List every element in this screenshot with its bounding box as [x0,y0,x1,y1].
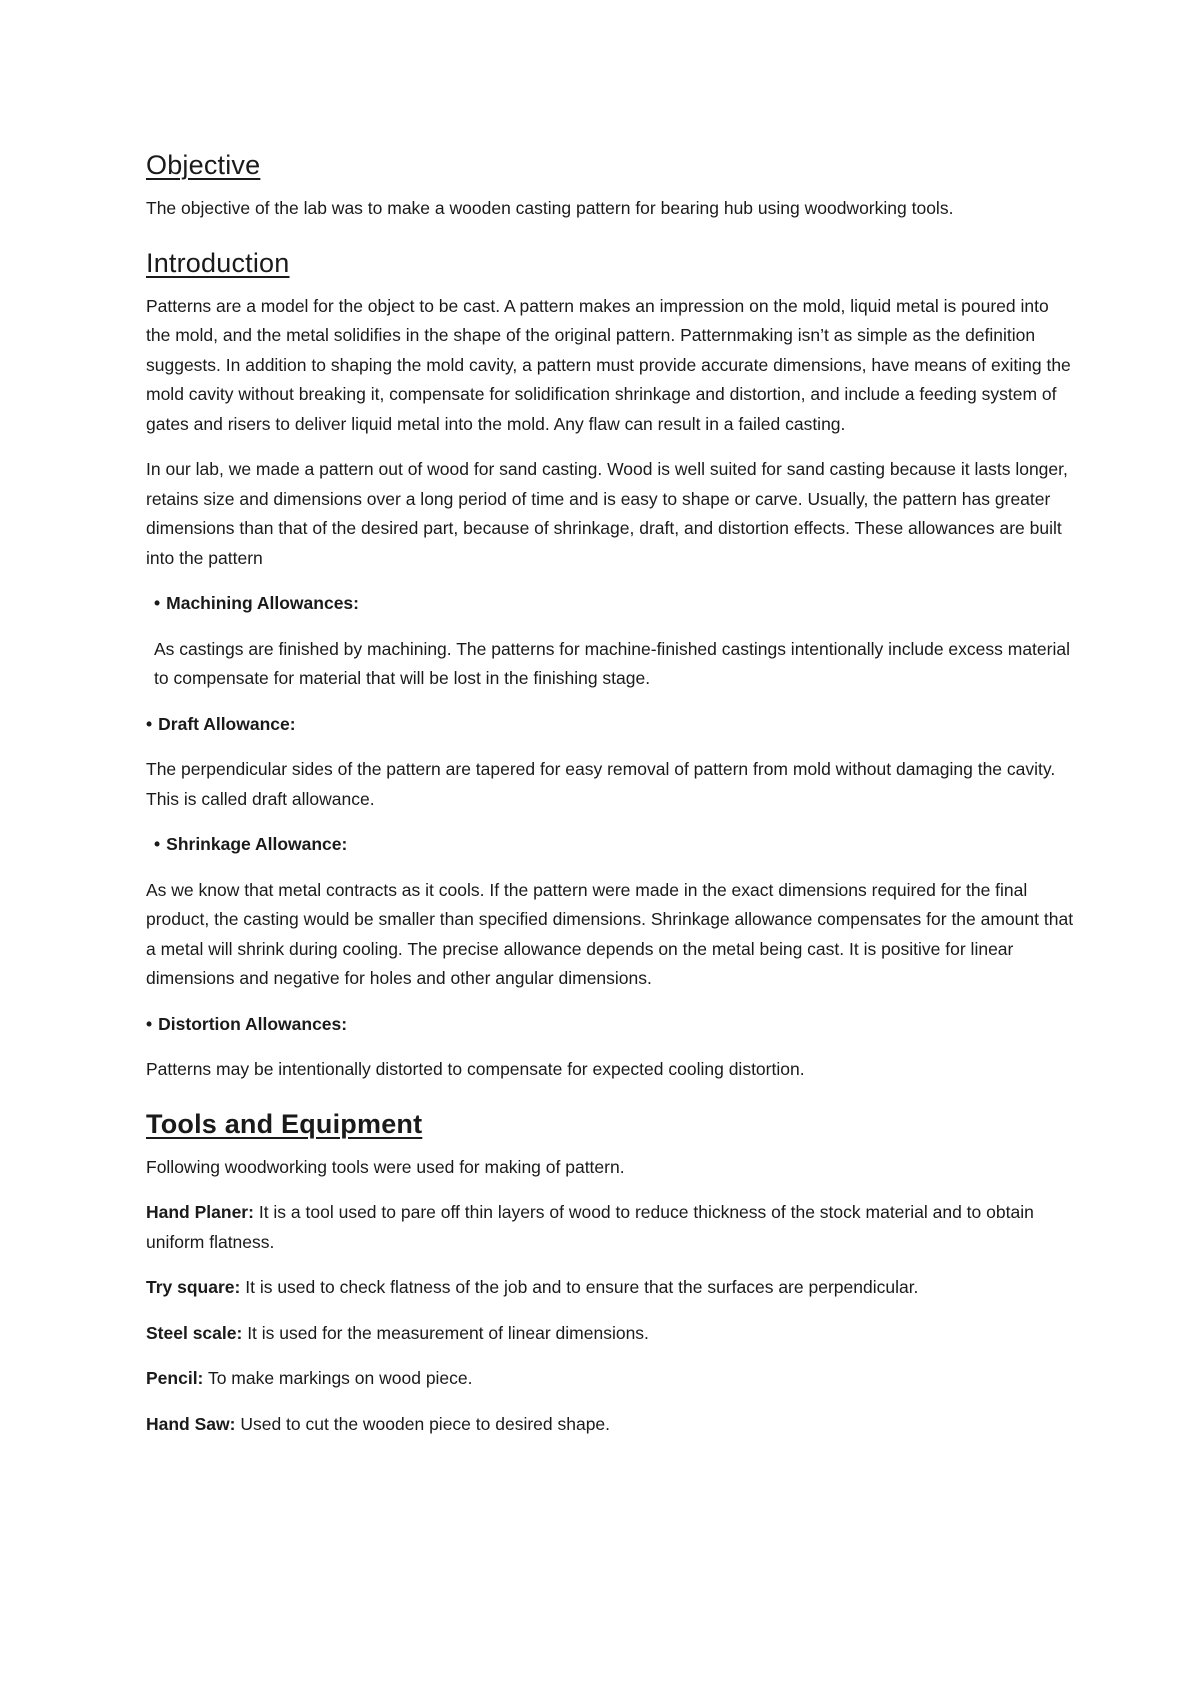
intro-paragraph-2: In our lab, we made a pattern out of wood for sand casting. Wood is well suited for sand casting because it lasts longer, retains size and dimensions over a long period of time and is easy to shape or carve. Usually, the pattern has greater dimensions than that of the desired part, because of shrinkage, draft, and distortion effects. These allowances are built into the pattern [146,459,1068,568]
tool-term: Try square: [146,1277,241,1297]
heading-tools: Tools and Equipment [146,1108,423,1139]
tool-term: Pencil: [146,1368,204,1388]
bullet-draft [146,710,1076,740]
allowance-text-shrinkage: As we know that metal contracts as it cools. If the pattern were made in the exact dimensions required for the final product, the casting would be smaller than specified dimensions. Shrinkage allowance compensates for the amount that a metal will shrink during cooling. The precise allowance depends on the metal being cast. It is positive for linear dimensions and negative for holes and other angular dimensions. [146,879,1074,988]
bullet-icon: • [154,593,161,613]
allowance-text-distortion: Patterns may be intentionally distorted to compensate for expected cooling distortion. [146,1059,805,1079]
tool-item [146,1410,1076,1440]
tool-item [146,1364,1076,1394]
tool-term: Hand Planer: [146,1202,254,1222]
allowance-label: Machining Allowances: [166,593,359,613]
document-page [146,140,1076,1455]
tools-intro: Following woodworking tools were used for making of pattern. [146,1156,625,1177]
bullet-icon: • [154,834,161,854]
allowance-label: Shrinkage Allowance: [166,834,348,854]
bullet-shrinkage [146,830,1076,860]
intro-paragraph-1: Patterns are a model for the object to be cast. A pattern makes an impression on the mold, liquid metal is poured into the mold, and the metal solidifies in the shape of the original pattern. Patternmaking isn’t as simple as the definition suggests. In addition to shaping the mold cavity, a pattern must provide accurate dimensions, have means of exiting the mold cavity without breaking it, compensate for solidification shrinkage and distortion, and include a feeding system of gates and risers to deliver liquid metal into the mold. Any flaw can result in a failed casting. [146,295,1071,434]
tool-item [146,1319,1076,1349]
tool-term: Steel scale: [146,1322,243,1343]
bullet-machining [146,589,1076,619]
allowance-text-draft: The perpendicular sides of the pattern are tapered for easy removal of pattern from mold without damaging the cavity. This is called draft allowance. [146,759,1056,809]
bullet-icon: • [146,713,153,734]
bullet-distortion [146,1010,1076,1040]
tool-term: Hand Saw: [146,1413,236,1434]
tool-description: It is a tool used to pare off thin layers of wood to reduce thickness of the stock material and to obtain uniform flatness. [146,1202,1034,1252]
allowance-label: Draft Allowance: [158,713,296,734]
tool-description: It is used for the measurement of linear dimensions. [247,1322,649,1343]
heading-introduction: Introduction [146,247,290,278]
bullet-icon: • [146,1013,153,1034]
tool-item [146,1198,1076,1257]
tool-item [146,1273,1076,1303]
allowance-label: Distortion Allowances: [158,1013,348,1034]
objective-text: The objective of the lab was to make a wooden casting pattern for bearing hub using woodworking tools. [146,198,954,218]
heading-objective: Objective [146,150,261,180]
tool-description: It is used to check flatness of the job and to ensure that the surfaces are perpendicular. [245,1277,919,1297]
allowance-text-machining: As castings are finished by machining. The patterns for machine-finished castings intentionally include excess material to compensate for material that will be lost in the finishing stage. [154,638,1070,688]
tool-description: Used to cut the wooden piece to desired shape. [240,1413,611,1434]
tool-description: To make markings on wood piece. [207,1368,473,1388]
